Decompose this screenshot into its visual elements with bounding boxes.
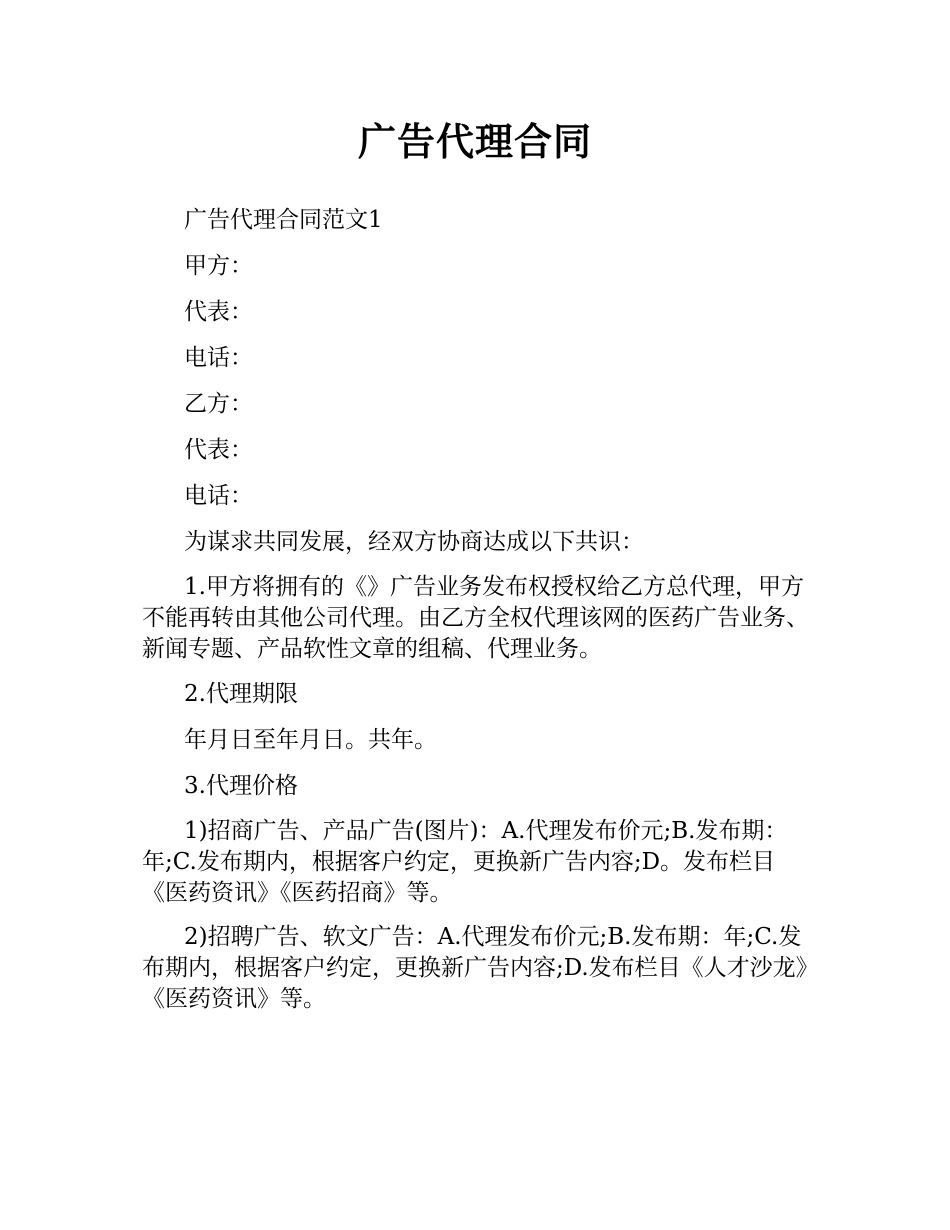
paragraph-clause-3-heading: 3.代理价格: [184, 773, 298, 799]
paragraph-party-b: 乙方：: [184, 391, 253, 417]
paragraph-party-a-representative: 代表：: [184, 299, 253, 325]
paragraph-party-a-phone: 电话：: [184, 345, 253, 371]
paragraph-party-b-representative: 代表：: [184, 437, 253, 463]
paragraph-clause-3-item-1: 1)招商广告、产品广告(图片)：A.代理发布价元;B.发布期：年;C.发布期内，根据客户约定，更换新广告内容;D。发布栏目《医药资讯》《医药招商》等。: [142, 818, 788, 906]
paragraph-clause-2-term: 年月日至年月日。共年。: [184, 727, 437, 753]
paragraph-clause-3-item-2: 2)招聘广告、软文广告：A.代理发布价元;B.发布期：年;C.发布期内，根据客户约定，更换新广告内容;D.发布栏目《人才沙龙》《医药资讯》等。: [142, 924, 808, 1012]
paragraph-consensus: 为谋求共同发展，经双方协商达成以下共识：: [184, 529, 644, 555]
document-title: 广告代理合同: [357, 120, 592, 164]
paragraph-clause-1: 1.甲方将拥有的《》广告业务发布权授权给乙方总代理，甲方不能再转由其他公司代理。由乙方全权代理该网的医药广告业务、新闻专题、产品软性文章的组稿、代理业务。: [142, 574, 809, 662]
paragraph-party-b-phone: 电话：: [184, 483, 253, 509]
paragraph-party-a: 甲方：: [184, 253, 253, 279]
paragraph-clause-2-heading: 2.代理期限: [184, 681, 298, 707]
document-body: [142, 204, 814, 1028]
paragraph-heading: 广告代理合同范文1: [184, 207, 383, 233]
